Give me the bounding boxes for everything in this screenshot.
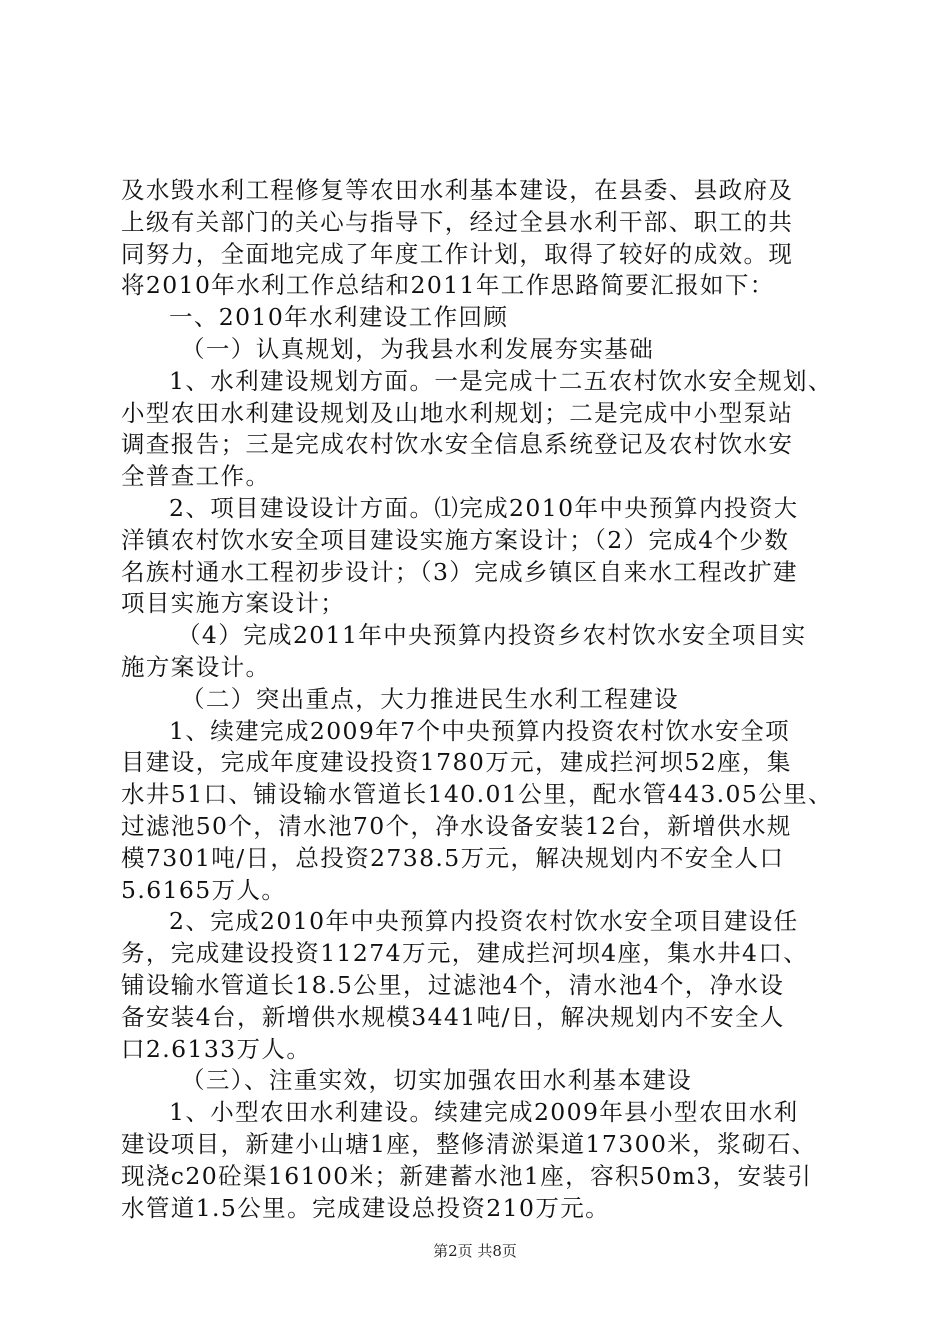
paragraph-line: 备安装4台，新增供水规模3441吨/日，解决规划内不安全人 [121, 1002, 785, 1031]
section-heading: 一、2010年水利建设工作回顾 [169, 303, 509, 332]
page-number-label: 第2页 共8页 [433, 1242, 517, 1260]
paragraph-line: 建设项目，新建小山塘1座，整修清淤渠道17300米，浆砌石、 [121, 1129, 817, 1158]
paragraph-line: 1、小型农田水利建设。续建完成2009年县小型农田水利 [169, 1098, 799, 1127]
paragraph-line: 将2010年水利工作总结和2011年工作思路简要汇报如下： [121, 271, 775, 300]
paragraph-line: 同努力，全面地完成了年度工作计划，取得了较好的成效。现 [121, 239, 794, 268]
paragraph-line: 2、完成2010年中央预算内投资农村饮水安全项目建设任 [169, 907, 799, 936]
paragraph-line: 铺设输水管道长18.5公里，过滤池4个，清水池4个，净水设 [121, 970, 785, 999]
paragraph-line: 务，完成建设投资11274万元，建成拦河坝4座，集水井4口、 [121, 939, 809, 968]
paragraph-line: 调查报告；三是完成农村饮水安全信息系统登记及农村饮水安 [121, 430, 794, 459]
paragraph-line: 口2.6133万人。 [121, 1034, 312, 1063]
paragraph-line: 5.6165万人。 [121, 875, 287, 904]
paragraph-line: 小型农田水利建设规划及山地水利规划；二是完成中小型泵站 [121, 398, 794, 427]
subsection-heading: （一）认真规划，为我县水利发展夯实基础 [181, 334, 655, 363]
paragraph-line: 模7301吨/日，总投资2738.5万元，解决规划内不安全人口 [121, 843, 785, 872]
subsection-heading: （三）、注重实效，切实加强农田水利基本建设 [181, 1066, 693, 1095]
paragraph-line: 水井51口、铺设输水管道长140.01公里，配水管443.05公里、 [121, 780, 833, 809]
paragraph-line: 过滤池50个，清水池70个，净水设备安装12台，新增供水规 [121, 811, 792, 840]
paragraph-line: 名族村通水工程初步设计；（3）完成乡镇区自来水工程改扩建 [121, 557, 798, 586]
paragraph-line: 2、项目建设设计方面。⑴完成2010年中央预算内投资大 [169, 493, 799, 522]
page-footer [0, 1241, 950, 1261]
document-body [121, 175, 841, 1224]
paragraph-line: 上级有关部门的关心与指导下，经过全县水利干部、职工的共 [121, 207, 794, 236]
paragraph-line: 全普查工作。 [121, 462, 271, 491]
subsection-heading: （二）突出重点，大力推进民生水利工程建设 [181, 684, 679, 713]
paragraph-line: （4）完成2011年中央预算内投资乡农村饮水安全项目实 [177, 621, 807, 650]
paragraph-line: 洋镇农村饮水安全项目建设实施方案设计；（2）完成4个少数 [121, 525, 790, 554]
paragraph-line: 现浇c20砼渠16100米；新建蓄水池1座，容积50m3，安装引 [121, 1161, 813, 1190]
paragraph-line: 及水毁水利工程修复等农田水利基本建设，在县委、县政府及 [121, 176, 794, 204]
paragraph-line: 1、水利建设规划方面。一是完成十二五农村饮水安全规划、 [169, 366, 833, 395]
paragraph-line: 施方案设计。 [121, 652, 271, 681]
paragraph-line: 水管道1.5公里。完成建设总投资210万元。 [121, 1193, 611, 1222]
paragraph-line: 项目实施方案设计； [121, 589, 346, 618]
paragraph-line: 目建设，完成年度建设投资1780万元，建成拦河坝52座，集 [121, 748, 792, 777]
paragraph-line: 1、续建完成2009年7个中央预算内投资农村饮水安全项 [169, 716, 791, 745]
